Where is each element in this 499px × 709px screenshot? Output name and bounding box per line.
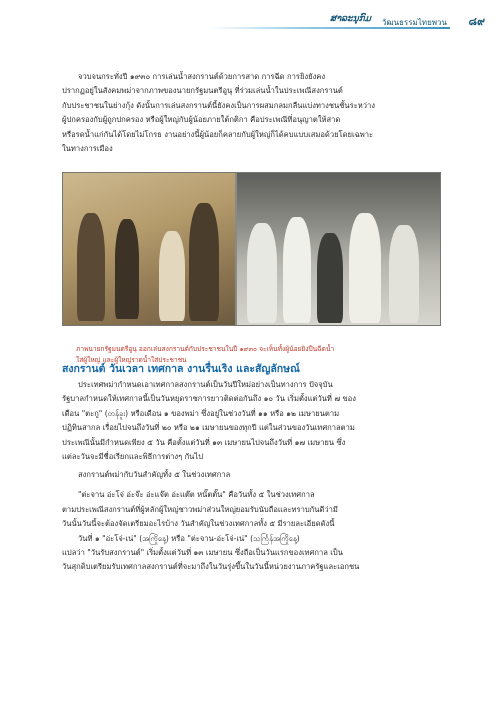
caption-line: ภาพนายกรัฐมนตรีอูนุ ออกเล่นสงกรานต์กับประชาชนในปี ๑๙๓๐ จะเห็นทั้งผู้น้อยยิงปืนฉีดน้ำ bbox=[76, 345, 335, 353]
text-line: ประเพณีนั้นมีกำหนดเพียง ๕ วัน คือตั้งแต่วันที่ ๑๓ เมษายนไปจนถึงวันที่ ๑๗ เมษายน ซึ่ง bbox=[62, 437, 346, 447]
text-line: ประเทศพม่ากำหนดเอาเทศกาลสงกรานต์เป็นวันปีใหม่อย่างเป็นทางการ ปัจจุบัน bbox=[78, 380, 333, 389]
text-line: ปรากฏอยู่ในสังคมพม่าจากภาพของนายกรัฐมนตรีอูนุ ที่ร่วมเล่นน้ำในประเพณีสงกรานต์ bbox=[62, 86, 343, 96]
text-line: ในทางการเมือง bbox=[62, 144, 113, 154]
text-line: รัฐบาลกำหนดให้เทศกาลนี้เป็นวันหยุดราชการยาวติดต่อกันถึง ๑๐ วัน เริ่มตั้งแต่วันที่ ๗ ของ bbox=[62, 394, 356, 404]
page-number: ๘๙ bbox=[468, 15, 485, 28]
text-line: เดือน "ตะกู" (တန်ခူး) หรือเดือน ๑ ของพม่า ซึ่งอยู่ในช่วงวันที่ ๑๑ หรือ ๑๒ เมษายนตาม bbox=[62, 408, 340, 418]
text-line: สงกรานต์พม่ากับวันสำคัญทั้ง ๕ ในช่วงเทศกาล bbox=[78, 470, 231, 479]
text-line: แต่ละวันจะมีชื่อเรียกและพิธีการต่างๆ กันไป bbox=[62, 452, 204, 462]
section-title: สงกรานต์ วันเวลา เทศกาล งานรื่นเริง และสัญลักษณ์ bbox=[62, 363, 300, 375]
historical-photo bbox=[62, 172, 441, 326]
paragraph-2 bbox=[62, 378, 446, 464]
text-line: หรือรดน้ำแก่กันได้โดยไม่โกรธ งานอย่างนี้ผู้น้อยก็คลายกับผู้ใหญ่ก็ได้คบแบบเสมอด้วยโดยเฉพาะ bbox=[62, 129, 374, 139]
caption-line: ใส่ผู้ใหญ่ และผู้ใหญ่ราดน้ำใส่ประชาชน bbox=[76, 356, 187, 364]
text-line: วันนั้นวันนี้จะต้องจัดเตรียมอะไรบ้าง วันสำคัญในช่วงเทศกาลทั้ง ๕ มีรายละเอียดดังนี้ bbox=[62, 519, 335, 529]
paragraph-1 bbox=[62, 70, 446, 156]
text-line: กับประชาชนในย่างกุ้ง ดังนั้นการเล่นสงกรานต์นี้ยังคงเป็นการผสมกลมกลืนแบ่งทางชนชั้นระหว่าง bbox=[62, 100, 375, 110]
text-line: ตามประเพณีสงกรานต์ที่ผู้หลักผู้ใหญ่ชาวพม่าส่วนใหญ่ยอมรับนับถือและทราบกันดีว่ามี bbox=[62, 504, 338, 514]
photo-right-panel bbox=[237, 173, 440, 325]
header-subtitle: วัฒนธรรมไทยพวน bbox=[381, 18, 447, 27]
text-line: วันสุกดิบเตรียมรับเทศกาลสงกรานต์ที่จะมาถึงในวันรุ่งขึ้นในวันนี้หน่วยงานภาครัฐและเอกชน bbox=[62, 562, 360, 572]
header-divider bbox=[210, 27, 450, 29]
paragraph-3 bbox=[62, 468, 446, 575]
photo-left-panel bbox=[63, 173, 235, 325]
page-header bbox=[0, 0, 499, 40]
text-line: ปฏิทินสากล เรื่อยไปจนถึงวันที่ ๒๐ หรือ ๒๑ เมษายนของทุกปี แต่ในส่วนของวันเทศกาลตาม bbox=[62, 423, 355, 433]
text-line: จวบจนกระทั่งปี ๑๙๓๐ การเล่นน้ำสงกรานต์ด้วยการสาด การฉีด การยิงยังคง bbox=[78, 72, 326, 81]
text-line: วันที่ ๑ "อ่ะโจ่-เน่" (အကြိုနေ့) หรือ "ต่ะจาน-อ่ะโจ่-เน่" (သင်္ကြန်အကြိုနေ့) bbox=[78, 533, 300, 543]
text-line: "ต่ะจาน อ่ะโจ่ อ่ะจ๊ะ อ่ะแจ๊ต อ่ะแต๊ต หนั๊ตตั๊น" คือวันทั้ง ๕ ในช่วงเทศกาล bbox=[78, 490, 315, 500]
text-line: แปลว่า "วันรับสงกรานต์" เริ่มตั้งแต่วันที่ ๑๓ เมษายน ซึ่งถือเป็นวันแรกของเทศกาล เป็น bbox=[62, 548, 343, 558]
text-line: ผู้ปกครองกับผู้ถูกปกครอง หรือผู้ใหญ่กับผู้น้อยภายใต้กติกา คือประเพณีที่อนุญาตให้สาด bbox=[62, 115, 341, 125]
header-logo: ສາລະນຸກົມ bbox=[330, 14, 371, 24]
